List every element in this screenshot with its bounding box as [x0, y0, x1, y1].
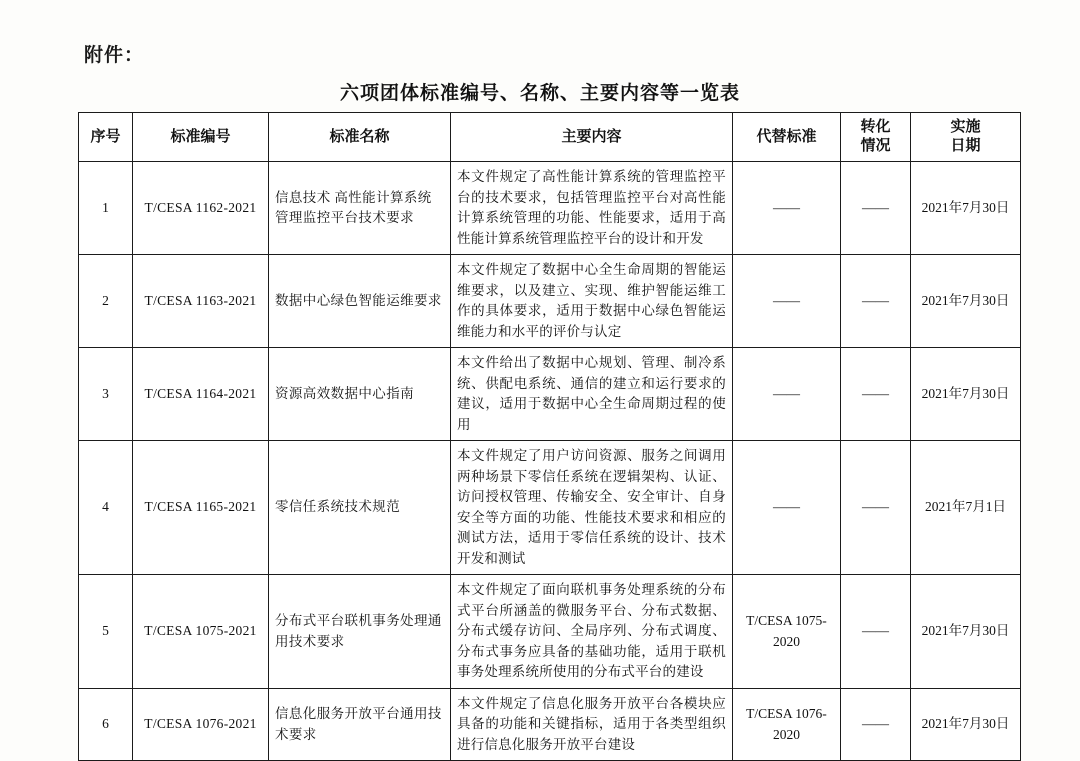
cell-content: 本文件规定了数据中心全生命周期的智能运维要求，以及建立、实现、维护智能运维工作的具体要求，适用于数据中心绿色智能运维能力和水平的评价与认定 [451, 255, 733, 348]
cell-date: 2021年7月30日 [911, 255, 1021, 348]
column-header-code: 标准编号 [133, 113, 269, 162]
cell-replace: —— [733, 255, 841, 348]
cell-code: T/CESA 1163-2021 [133, 255, 269, 348]
table-row [79, 255, 1021, 348]
attachment-label: 附件： [84, 45, 145, 66]
cell-content: 本文件规定了信息化服务开放平台各模块应具备的功能和关键指标，适用于各类型组织进行信息化服务开放平台建设 [451, 688, 733, 761]
cell-seq: 6 [79, 688, 133, 761]
cell-date: 2021年7月30日 [911, 162, 1021, 255]
table-header-row [79, 113, 1021, 162]
cell-name: 零信任系统技术规范 [269, 441, 451, 575]
cell-replace: —— [733, 441, 841, 575]
column-header-convert [841, 113, 911, 162]
cell-seq: 4 [79, 441, 133, 575]
cell-code: T/CESA 1164-2021 [133, 348, 269, 441]
page-title: 六项团体标准编号、名称、主要内容等一览表 [339, 83, 740, 104]
column-header-convert-line2: 情况 [860, 138, 891, 154]
table-body [79, 162, 1021, 761]
cell-name: 分布式平台联机事务处理通用技术要求 [269, 575, 451, 689]
cell-replace: T/CESA 1076-2020 [733, 688, 841, 761]
table-row [79, 688, 1021, 761]
table-row [79, 441, 1021, 575]
cell-code: T/CESA 1076-2021 [133, 688, 269, 761]
cell-name: 资源高效数据中心指南 [269, 348, 451, 441]
table-row [79, 348, 1021, 441]
table-row [79, 162, 1021, 255]
column-header-date-line1: 实施 [950, 119, 981, 136]
cell-code: T/CESA 1162-2021 [133, 162, 269, 255]
cell-seq: 1 [79, 162, 133, 255]
cell-date: 2021年7月30日 [911, 688, 1021, 761]
cell-replace: T/CESA 1075-2020 [733, 575, 841, 689]
cell-convert: —— [841, 162, 911, 255]
standards-table [78, 112, 1021, 761]
cell-seq: 5 [79, 575, 133, 689]
cell-replace: —— [733, 348, 841, 441]
column-header-content: 主要内容 [451, 113, 733, 162]
cell-seq: 2 [79, 255, 133, 348]
cell-date: 2021年7月30日 [911, 575, 1021, 689]
column-header-name: 标准名称 [269, 113, 451, 162]
cell-convert: —— [841, 255, 911, 348]
cell-content: 本文件规定了用户访问资源、服务之间调用两种场景下零信任系统在逻辑架构、认证、访问授权管理、传输安全、安全审计、自身安全等方面的功能、性能技术要求和相应的测试方法，适用于零信任系统的设计、技术开发和测试 [451, 441, 733, 575]
cell-replace: —— [733, 162, 841, 255]
cell-code: T/CESA 1165-2021 [133, 441, 269, 575]
cell-content: 本文件给出了数据中心规划、管理、制冷系统、供配电系统、通信的建立和运行要求的建议，适用于数据中心全生命周期过程的使用 [451, 348, 733, 441]
cell-date: 2021年7月1日 [911, 441, 1021, 575]
cell-name: 信息技术 高性能计算系统管理监控平台技术要求 [269, 162, 451, 255]
column-header-replace: 代替标准 [733, 113, 841, 162]
cell-convert: —— [841, 348, 911, 441]
column-header-seq: 序号 [79, 113, 133, 162]
cell-seq: 3 [79, 348, 133, 441]
cell-convert: —— [841, 575, 911, 689]
table-row [79, 575, 1021, 689]
cell-convert: —— [841, 441, 911, 575]
cell-code: T/CESA 1075-2021 [133, 575, 269, 689]
column-header-date-line2: 日期 [950, 138, 981, 154]
column-header-convert-line1: 转化 [860, 119, 891, 136]
cell-content: 本文件规定了面向联机事务处理系统的分布式平台所涵盖的微服务平台、分布式数据、分布式缓存访问、全局序列、分布式调度、分布式事务应具备的基础功能，适用于联机事务处理系统所使用的分布式平台的建设 [451, 575, 733, 689]
cell-name: 信息化服务开放平台通用技术要求 [269, 688, 451, 761]
cell-content: 本文件规定了高性能计算系统的管理监控平台的技术要求，包括管理监控平台对高性能计算系统管理的功能、性能要求，适用于高性能计算系统管理监控平台的设计和开发 [451, 162, 733, 255]
cell-date: 2021年7月30日 [911, 348, 1021, 441]
table-header [79, 113, 1021, 162]
cell-convert: —— [841, 688, 911, 761]
cell-name: 数据中心绿色智能运维要求 [269, 255, 451, 348]
column-header-date [911, 113, 1021, 162]
